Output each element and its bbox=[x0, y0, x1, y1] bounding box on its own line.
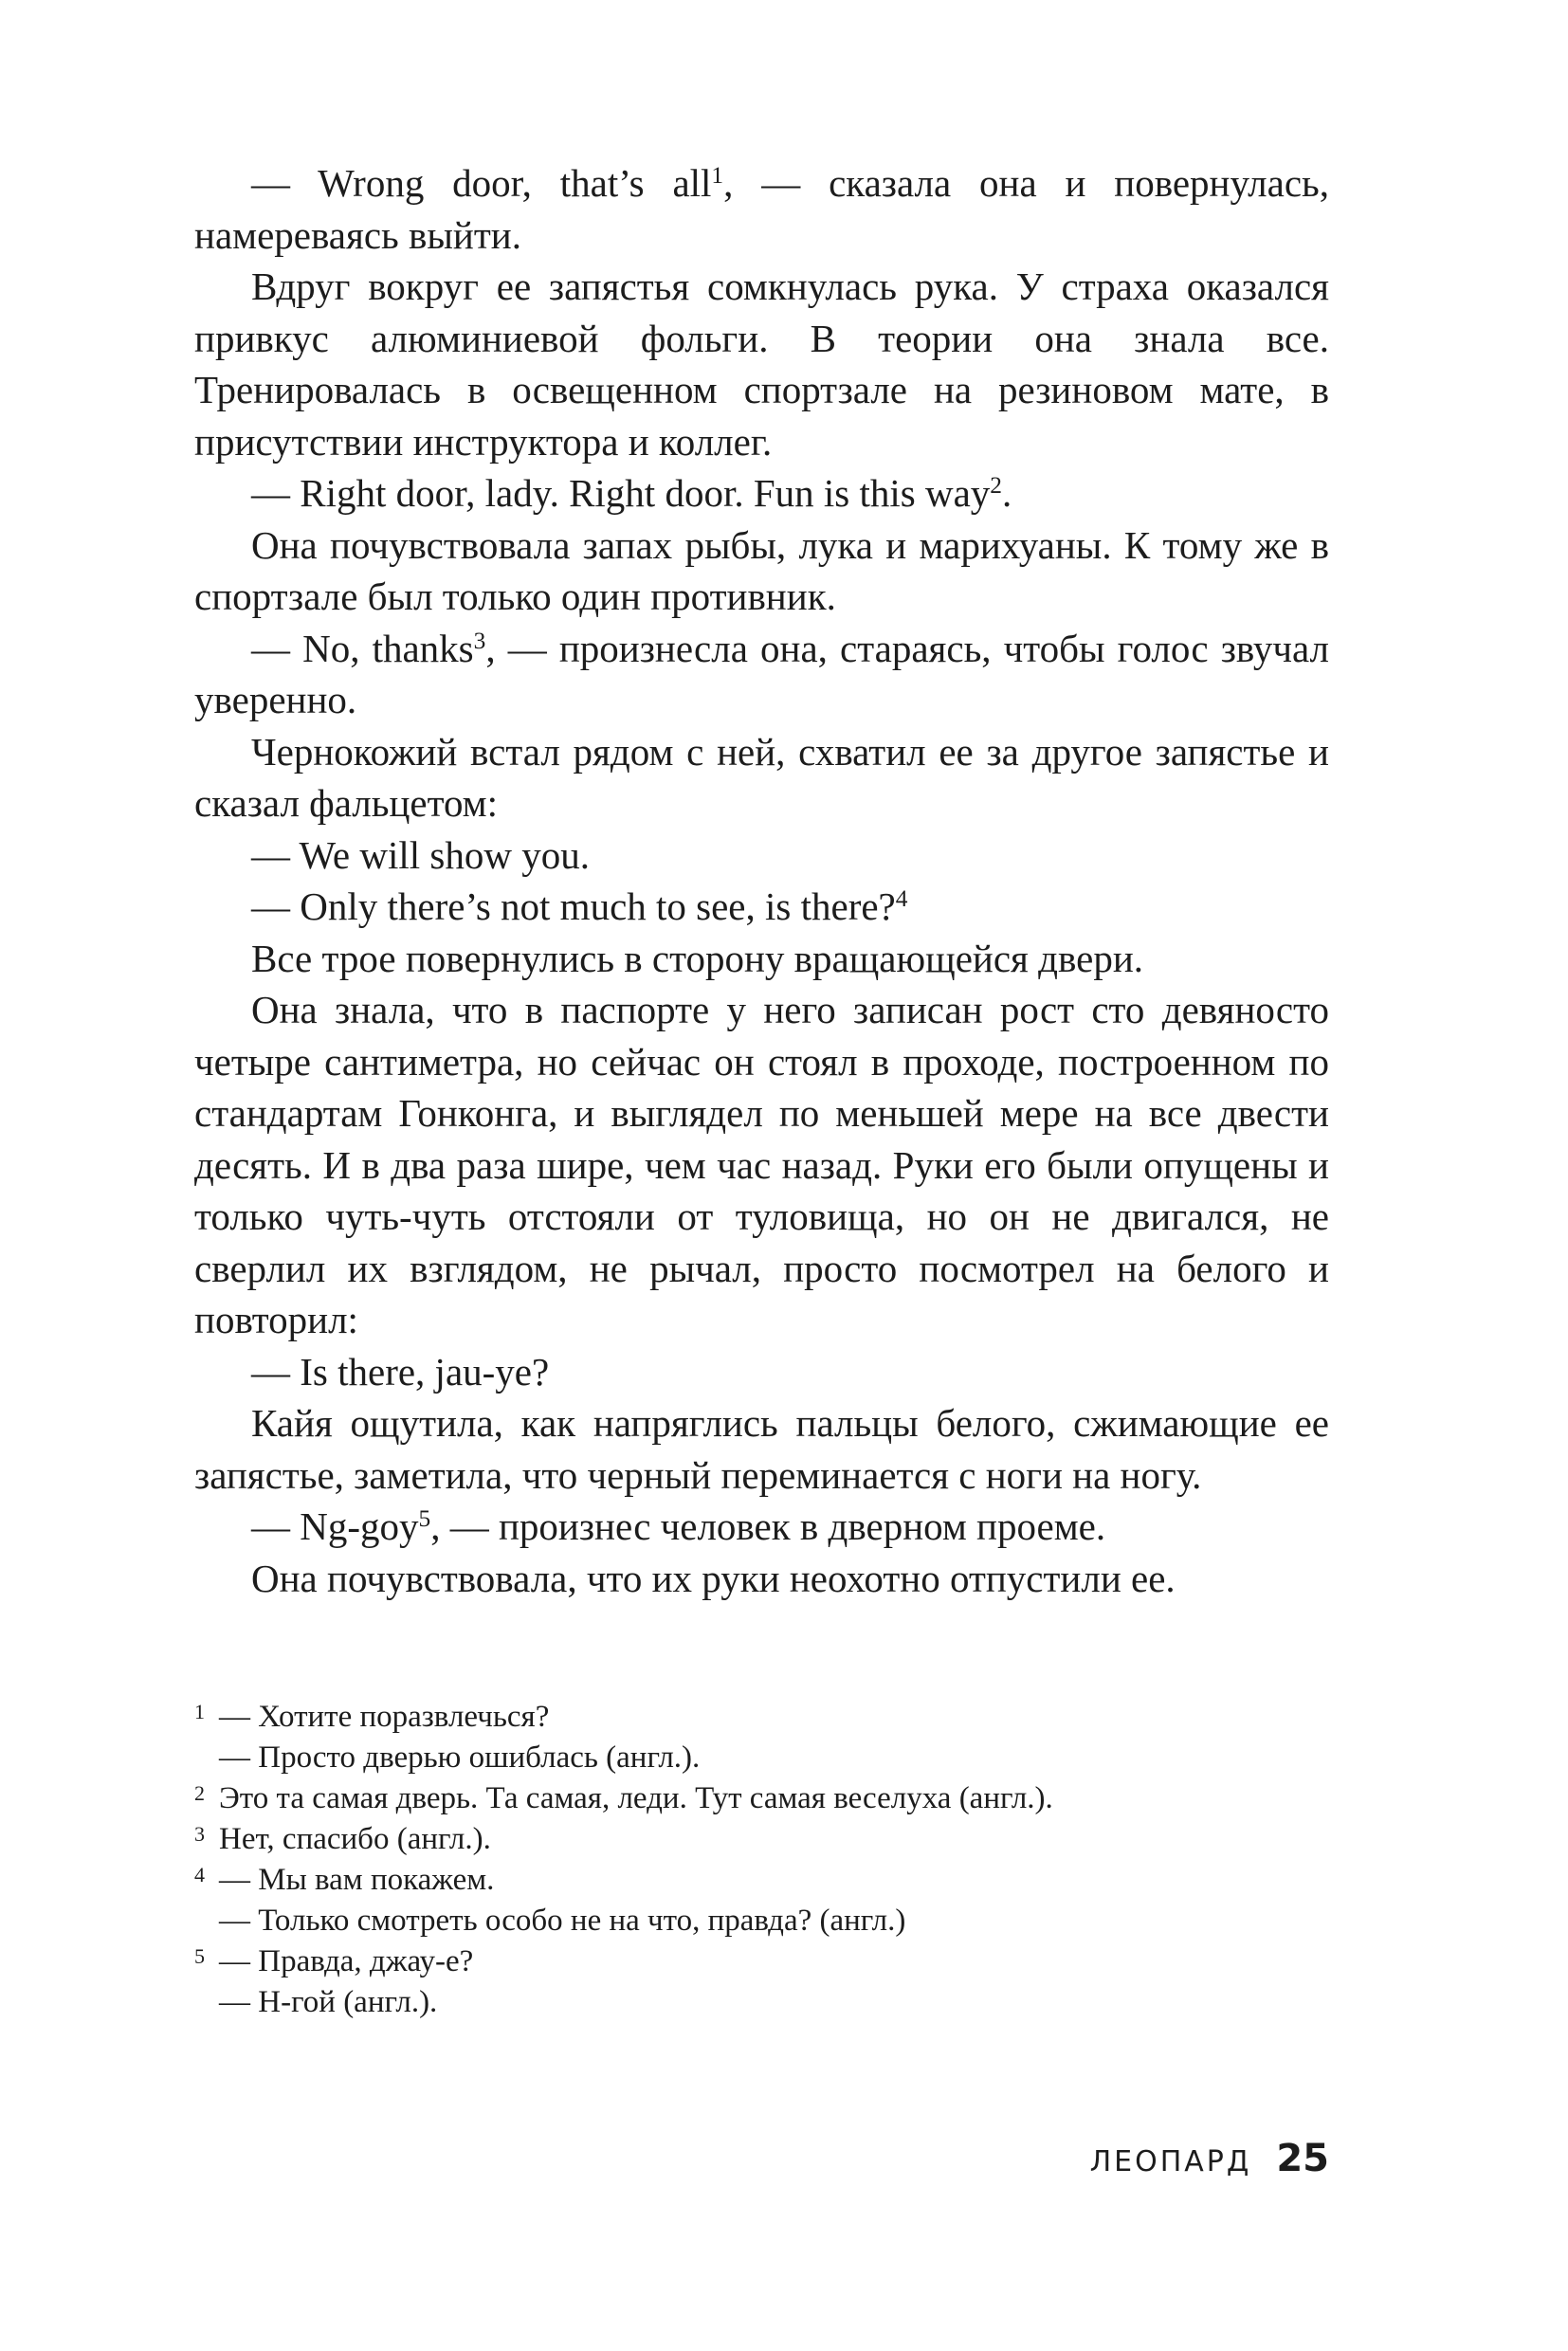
footnote-text: — Только смотреть особо не на что, правда? (англ.) bbox=[219, 1904, 906, 1938]
paragraph: — Is there, jau-ye? bbox=[251, 1349, 550, 1394]
footnote-text: Это та самая дверь. Та самая, леди. Тут самая веселуха (англ.). bbox=[219, 1781, 1053, 1815]
footnote-ref: 2 bbox=[990, 472, 1002, 500]
footnote-line bbox=[194, 1819, 1329, 1860]
paragraph: Она почувствовала, что их руки неохотно отпустили ее. bbox=[251, 1556, 1176, 1600]
footnote-line bbox=[194, 1941, 1329, 1982]
footnote-number: 4 bbox=[194, 1863, 205, 1886]
paragraph: — We will show you. bbox=[251, 832, 590, 877]
paragraph: Все трое повернулись в сторону вращающейся двери. bbox=[251, 936, 1144, 980]
footnote-number: 5 bbox=[194, 1944, 205, 1968]
footnote-ref: 5 bbox=[418, 1505, 431, 1533]
paragraph: — Ng-goy$^5$, — произнес человек в дверном проеме. bbox=[251, 1504, 1106, 1548]
footnote-text: — Правда, джау-е? bbox=[219, 1944, 474, 1978]
footnote-ref: 1 bbox=[711, 162, 724, 190]
footnote-line bbox=[194, 1982, 1329, 2023]
footnote-ref: 3 bbox=[473, 627, 486, 654]
footnote-ref: 4 bbox=[895, 885, 908, 913]
footnote-line bbox=[194, 1860, 1329, 1901]
footnote-number: 2 bbox=[194, 1781, 205, 1805]
footnote-line bbox=[194, 1901, 1329, 1941]
paragraph: Она знала, что в паспорте у него записан рост сто девяносто четыре сантиметра, но сейчас он стоял в проходе, построенном по стандартам Гонконга, и выглядел по меньшей мере на все двести десять. И в два раза шире, чем час назад. Руки его были опущены и только чуть-чуть отстояли от туловища, но он не двигался, не сверлил их взглядом, не рычал, просто посмотрел на белого и повторил: bbox=[194, 988, 1329, 1341]
body-text bbox=[194, 157, 1329, 1604]
paragraph: Она почувствовала запах рыбы, лука и марихуаны. К тому же в спортзале был только один противник. bbox=[194, 522, 1329, 618]
footnote-line bbox=[194, 1738, 1329, 1778]
paragraph: — Only there’s not much to see, is there?$^4$ bbox=[251, 884, 908, 928]
footnote-number: 3 bbox=[194, 1822, 205, 1846]
footnote-line bbox=[194, 1697, 1329, 1738]
footnote-text: — Хотите поразвлечься? bbox=[219, 1700, 550, 1734]
page-number: 25 bbox=[1276, 2137, 1329, 2180]
footnote-text: — Н-гой (англ.). bbox=[219, 1985, 438, 2019]
footnote-text: Нет, спасибо (англ.). bbox=[219, 1822, 491, 1856]
paragraph: Чернокожий встал рядом с ней, схватил ее за другое запястье и сказал фальцетом: bbox=[194, 729, 1329, 825]
paragraph: — No, thanks$^3$, — произнесла она, стараясь, чтобы голос звучал уверенно. bbox=[194, 626, 1329, 721]
footnote-text: — Мы вам покажем. bbox=[219, 1863, 495, 1897]
paragraph: Кайя ощутила, как напряглись пальцы белого, сжимающие ее запястье, заметила, что черный переминается с ноги на ногу. bbox=[194, 1401, 1329, 1497]
footnote-text: — Просто дверью ошиблась (англ.). bbox=[219, 1740, 701, 1775]
paragraph: — Wrong door, that’s all$^1$, — сказала она и повернулась, намереваясь выйти. bbox=[194, 161, 1329, 257]
footnote-number: 1 bbox=[194, 1700, 205, 1723]
page-footer bbox=[1090, 2137, 1329, 2180]
paragraph: — Right door, lady. Right door. Fun is this way$^2$. bbox=[251, 471, 1012, 515]
paragraph: Вдруг вокруг ее запястья сомкнулась рука. У страха оказался привкус алюминиевой фольги. В теории она знала все. Тренировалась в освещенном спортзале на резиновом мате, в присутствии инструктора и коллег. bbox=[194, 264, 1329, 464]
footnotes bbox=[194, 1697, 1329, 2023]
running-title: ЛЕОПАРД bbox=[1089, 2145, 1252, 2178]
footnote-line bbox=[194, 1778, 1329, 1819]
